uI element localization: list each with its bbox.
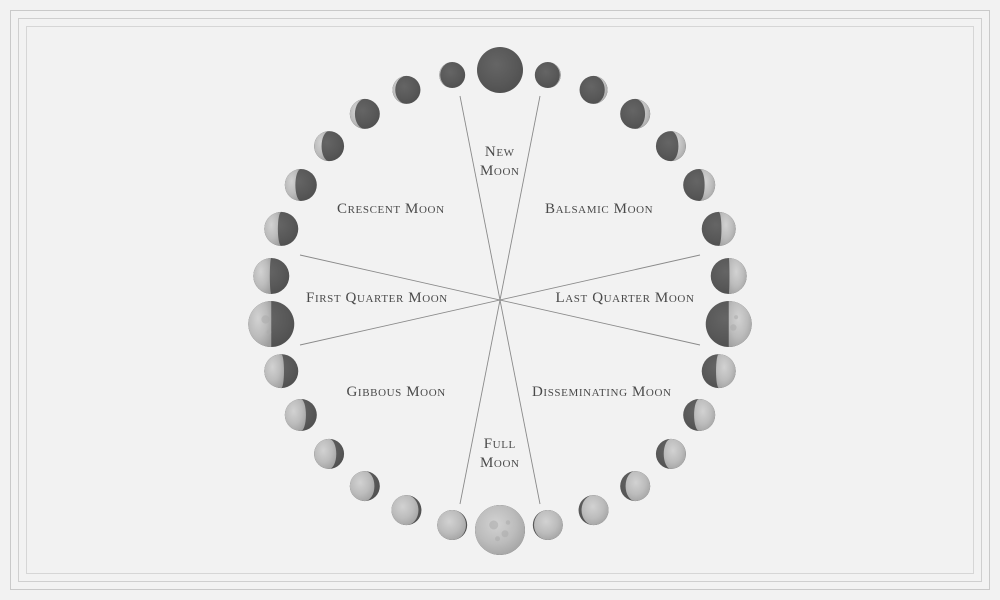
moon-lit-region bbox=[437, 510, 466, 540]
moon-lit-region bbox=[664, 439, 686, 469]
crater-mark bbox=[506, 520, 511, 525]
phase-waxing-gibbous-3 bbox=[656, 439, 686, 469]
crater-mark bbox=[502, 530, 509, 537]
label-line: Balsamic Moon bbox=[545, 200, 654, 217]
phase-waxing-crescent-6 bbox=[702, 212, 736, 246]
moon-lit-region bbox=[729, 258, 747, 294]
phase-waxing-crescent-5 bbox=[683, 169, 715, 201]
moon-lit-region bbox=[729, 301, 752, 347]
moon-lit-region bbox=[285, 399, 306, 431]
phase-waning-gibbous-5 bbox=[285, 399, 317, 431]
label-crescent-moon bbox=[337, 201, 445, 218]
phase-waxing-gibbous-4 bbox=[620, 471, 650, 501]
moon-lit-region bbox=[626, 471, 651, 501]
moon-lit-region bbox=[475, 505, 525, 555]
phase-waxing-gibbous-2 bbox=[683, 399, 715, 431]
phase-first-quarter bbox=[706, 301, 752, 347]
phase-new-moon bbox=[477, 47, 523, 93]
label-line: First Quarter Moon bbox=[306, 289, 448, 306]
phase-waxing-crescent-1 bbox=[535, 62, 561, 88]
label-first-quarter-moon bbox=[306, 290, 448, 307]
phase-waning-gibbous-4 bbox=[314, 439, 344, 469]
phase-waning-crescent-4 bbox=[314, 131, 344, 161]
phase-waning-gibbous-2 bbox=[391, 495, 421, 525]
phase-waning-crescent-5 bbox=[350, 99, 380, 129]
crater-mark bbox=[495, 536, 500, 541]
label-disseminating-moon bbox=[532, 384, 672, 401]
phase-waxing-gibbous-1 bbox=[702, 354, 736, 388]
moon-dark-disc bbox=[477, 47, 523, 93]
phase-waning-gibbous-6 bbox=[264, 354, 298, 388]
crater-mark bbox=[261, 315, 269, 323]
phase-waxing-crescent-4 bbox=[656, 131, 686, 161]
moon-lit-region bbox=[534, 510, 563, 540]
phase-waning-gibbous-3 bbox=[350, 471, 380, 501]
phase-waxing-crescent-3 bbox=[620, 99, 650, 129]
moon-lit-region bbox=[582, 495, 609, 525]
phase-waxing-gibbous-5 bbox=[579, 495, 609, 525]
moon-lit-region bbox=[314, 439, 336, 469]
moon-lit-region bbox=[716, 354, 736, 388]
phase-waning-gibbous-1 bbox=[437, 510, 467, 540]
phase-full-moon bbox=[475, 505, 525, 555]
crater-mark bbox=[734, 315, 738, 319]
label-line: Last Quarter Moon bbox=[555, 289, 695, 306]
label-line: Crescent Moon bbox=[337, 200, 445, 217]
phase-waning-crescent-6 bbox=[392, 76, 420, 104]
moon-lit-region bbox=[264, 354, 284, 388]
label-line: New bbox=[484, 144, 515, 160]
crater-mark bbox=[267, 330, 272, 335]
phase-waning-crescent-7 bbox=[439, 62, 465, 88]
moon-lit-region bbox=[253, 258, 271, 294]
label-line: Full bbox=[483, 436, 516, 452]
moon-lit-region bbox=[350, 471, 375, 501]
moon-lit-region bbox=[391, 495, 418, 525]
label-balsamic-moon bbox=[545, 201, 653, 218]
moon-lit-region bbox=[248, 301, 271, 347]
phase-first-quarter-approach bbox=[711, 258, 747, 294]
label-last-quarter-moon bbox=[556, 290, 695, 307]
phase-last-quarter bbox=[248, 301, 294, 347]
phase-waning-crescent-2 bbox=[264, 212, 298, 246]
phase-waxing-crescent-2 bbox=[580, 76, 608, 104]
label-line: Gibbous Moon bbox=[346, 383, 446, 400]
label-full-moon bbox=[480, 435, 520, 473]
phase-waning-crescent-3 bbox=[285, 169, 317, 201]
phase-waxing-gibbous-6 bbox=[533, 510, 563, 540]
label-gibbous-moon bbox=[347, 384, 446, 401]
crater-mark bbox=[730, 324, 736, 330]
label-line: Moon bbox=[480, 163, 520, 179]
label-line: Disseminating Moon bbox=[532, 383, 672, 400]
label-new-moon bbox=[480, 143, 520, 181]
moon-lit-region bbox=[694, 399, 715, 431]
label-line: Moon bbox=[480, 455, 520, 471]
crater-mark bbox=[489, 521, 498, 530]
phase-waning-crescent-1 bbox=[253, 258, 289, 294]
